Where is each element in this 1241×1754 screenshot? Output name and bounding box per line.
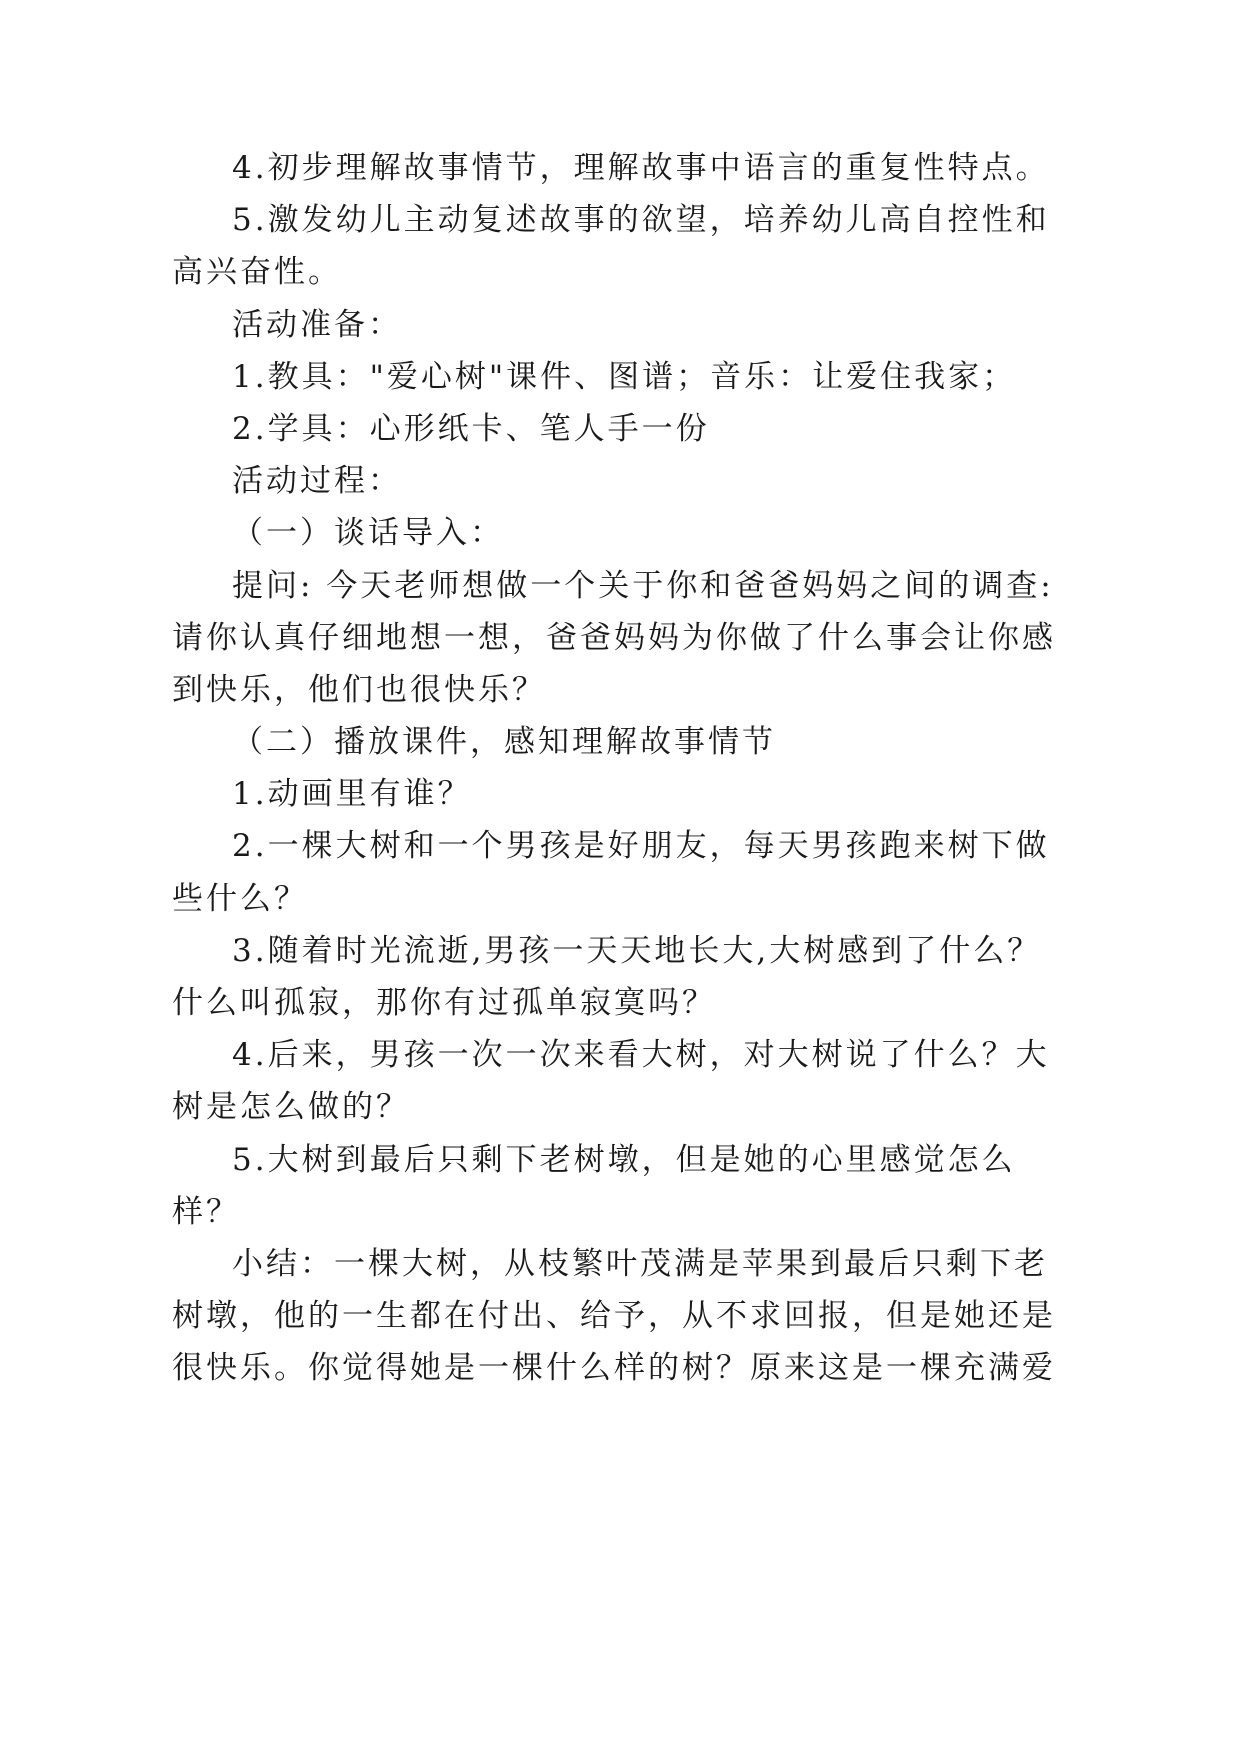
item-2-continuation: 些什么？: [172, 881, 308, 917]
item-3-line: 3.随着时光流逝,男孩一天天地长大,大树感到了什么？: [232, 933, 1042, 969]
item-1-line: 1.动画里有谁？: [232, 776, 472, 812]
goal-5-line: 5.激发幼儿主动复述故事的欲望，培养幼儿高自控性和: [232, 202, 1050, 238]
summary-line-1: 小结：一棵大树，从枝繁叶茂满是苹果到最后只剩下老: [232, 1246, 1048, 1282]
item-2-line: 2.一棵大树和一个男孩是好朋友，每天男孩跑来树下做: [232, 828, 1050, 864]
goal-5-continuation: 高兴奋性。: [172, 254, 342, 290]
summary-line-2: 树墩，他的一生都在付出、给予，从不求回报，但是她还是: [172, 1298, 1056, 1334]
step-heading-2: （二）播放课件，感知理解故事情节: [232, 724, 776, 760]
goal-4-line: 4.初步理解故事情节，理解故事中语言的重复性特点。: [232, 150, 1050, 186]
question-continuation-2: 到快乐，他们也很快乐？: [172, 672, 546, 708]
question-line: 提问: 今天老师想做一个关于你和爸爸妈妈之间的调查:: [232, 568, 1054, 604]
section-heading-preparation: 活动准备：: [232, 307, 402, 343]
question-continuation-1: 请你认真仔细地想一想，爸爸妈妈为你做了什么事会让你感: [172, 620, 1056, 656]
prep-item-2: 2.学具：心形纸卡、笔人手一份: [232, 411, 710, 447]
item-5-continuation: 样？: [172, 1194, 240, 1230]
item-4-line: 4.后来，男孩一次一次来看大树，对大树说了什么？大: [232, 1037, 1050, 1073]
summary-line-3: 很快乐。你觉得她是一棵什么样的树？原来这是一棵充满爱: [172, 1350, 1056, 1386]
section-heading-process: 活动过程：: [232, 463, 402, 499]
prep-item-1: 1.教具："爱心树"课件、图谱；音乐：让爱住我家；: [232, 359, 1017, 395]
item-4-continuation: 树是怎么做的？: [172, 1089, 410, 1125]
item-3-continuation: 什么叫孤寂，那你有过孤单寂寞吗？: [172, 985, 716, 1021]
step-heading-1: （一）谈话导入：: [232, 515, 504, 551]
item-5-line: 5.大树到最后只剩下老树墩，但是她的心里感觉怎么: [232, 1142, 1016, 1178]
